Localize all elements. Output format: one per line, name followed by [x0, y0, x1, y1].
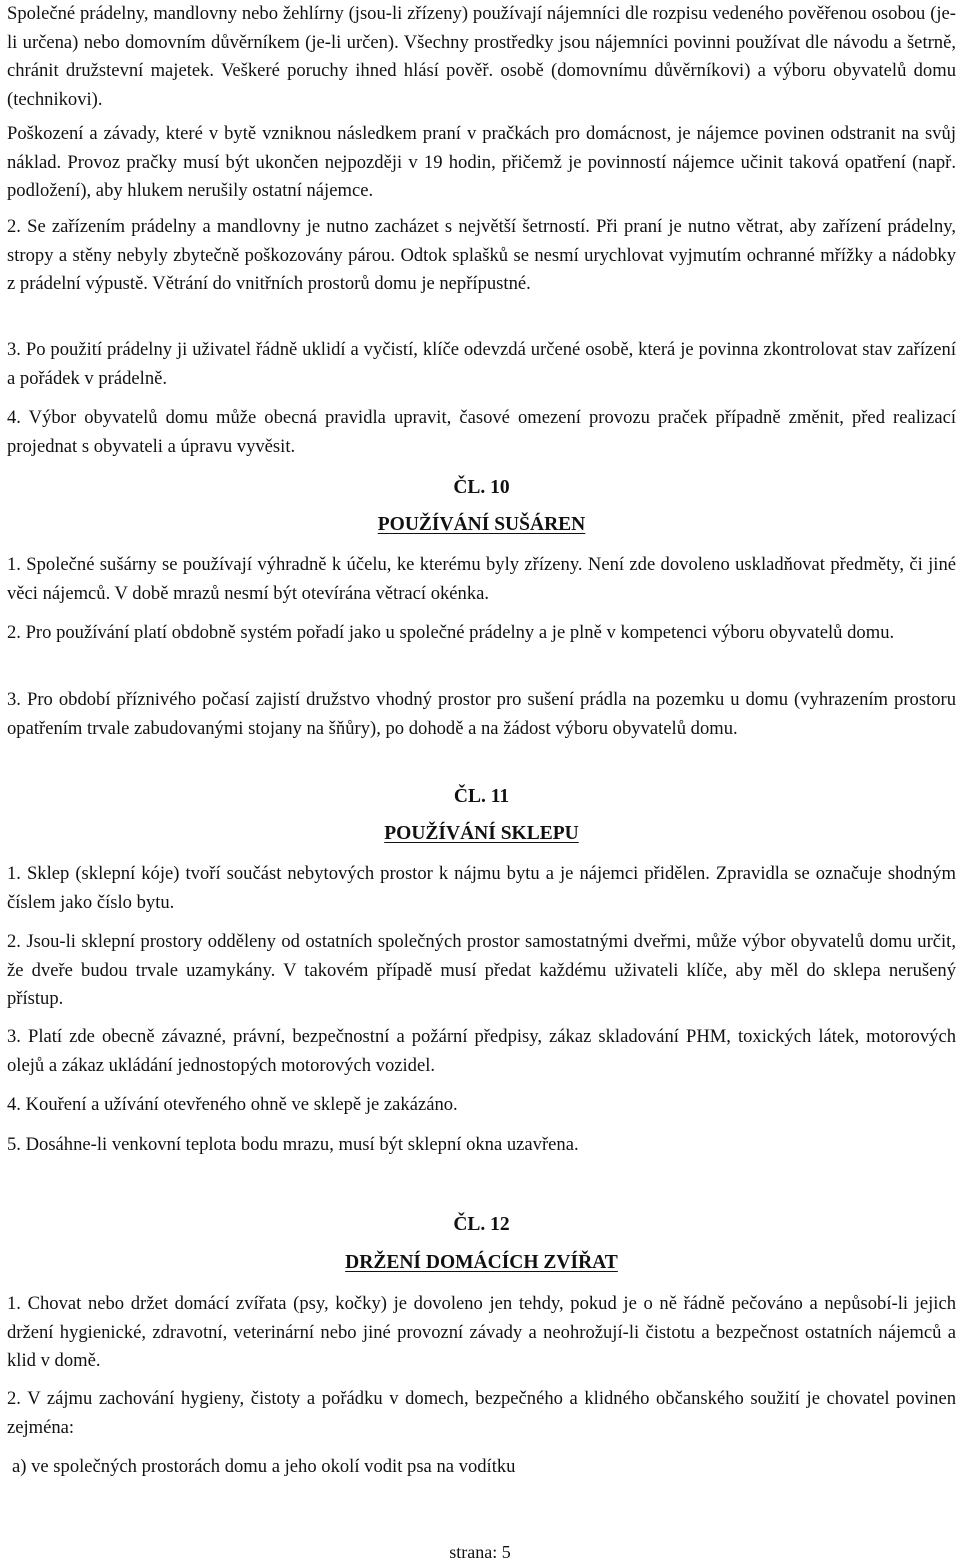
article-11-number: ČL. 11 [453, 786, 510, 807]
paragraph-4-committee: 4. Výbor obyvatelů domu může obecná pravidla upravit, časové omezení provozu praček případně změnit, před realizací projednat s obyvateli a úpravu vyvěsit. [7, 407, 956, 457]
art11-paragraph-4: 4. Kouření a užívání otevřeného ohně ve sklepě je zakázáno. [7, 1094, 458, 1115]
paragraph-2-laundry-care: 2. Se zařízením prádelny a mandlovny je nutno zacházet s největší šetrností. Při praní je nutno větrat, aby zařízení prádelny, stropy a stěny nebyly zbytečně poškozovány párou. Odtok splašků se nesmí urychlovat vyjmutím ochranné mřížky a nádobky z prádelní výpustě. Větrání do vnitřních prostorů domu je nepřípustné. [7, 216, 956, 295]
art10-paragraph-2: 2. Pro používání platí obdobně systém pořadí jako u společné prádelny a je plně v kompetenci výboru obyvatelů domu. [7, 622, 895, 643]
art12-paragraph-1: 1. Chovat nebo držet domácí zvířata (psy, kočky) je dovoleno jen tehdy, pokud je o ně řádně pečováno a nepůsobí-li jejich držení hygienické, zdravotní, veterinární nebo jiné provozní závady a neohrožují-li čistotu a bezpečnost ostatních nájemců a klid v domě. [7, 1293, 956, 1372]
art11-paragraph-2: 2. Jsou-li sklepní prostory odděleny od ostatních společných prostor samostatnými dveřmi, může výbor obyvatelů domu určit, že dveře budou trvale uzamykány. V takovém případě musí předat každému uživateli klíče, aby měl do sklepa nerušený přístup. [7, 931, 956, 1010]
article-12-number: ČL. 12 [453, 1214, 510, 1235]
art12-paragraph-2: 2. V zájmu zachování hygieny, čistoty a pořádku v domech, bezpečného a klidného občanského soužití je chovatel povinen zejména: [7, 1388, 956, 1438]
art10-paragraph-3: 3. Pro období příznivého počasí zajistí družstvo vhodný prostor pro sušení prádla na pozemku u domu (vyhrazením prostoru opatřením trvale zabudovanými stojany na šňůry), po dohodě a na žádost výboru obyvatelů domu. [7, 689, 956, 739]
art10-paragraph-1: 1. Společné sušárny se používají výhradně k účelu, ke kterému byly zřízeny. Není zde dovoleno uskladňovat předměty, či jiné věci nájemců. V době mrazů nesmí být otevírána větrací okénka. [7, 554, 956, 604]
article-10-title: POUŽÍVÁNÍ SUŠÁREN [377, 514, 586, 535]
paragraph-damage: Poškození a závady, které v bytě vzniknou následkem praní v pračkách pro domácnost, je nájemce povinen odstranit na svůj náklad. Provoz pračky musí být ukončen nejpozději v 19 hodin, přičemž je povinností nájemce učinit taková opatření (např. podložení), aby hlukem nerušily ostatní nájemce. [7, 123, 956, 202]
article-12-title: DRŽENÍ DOMÁCÍCH ZVÍŘAT [345, 1252, 618, 1273]
page-number: strana: 5 [449, 1542, 511, 1562]
paragraph-3-cleanup: 3. Po použití prádelny ji uživatel řádně uklidí a vyčistí, klíče odevzdá určené osobě, která je povinna zkontrolovat stav zařízení a pořádek v prádelně. [7, 339, 956, 389]
paragraph-laundry-usage: Společné prádelny, mandlovny nebo žehlírny (jsou-li zřízeny) používají nájemníci dle rozpisu vedeného pověřenou osobou (je-li určena) nebo domovním důvěrníkem (je-li určen). Všechny prostředky jsou nájemníci povinni používat dle návodu a šetrně, chránit družstevní majetek. Veškeré poruchy ihned hlásí pověř. osobě (domovnímu důvěrníkovi) a výboru obyvatelů domu (technikovi). [7, 3, 956, 110]
art11-paragraph-3: 3. Platí zde obecně závazné, právní, bezpečnostní a požární předpisy, zákaz skladování PHM, toxických látek, motorových olejů a zákaz ukládání jednostopých motorových vozidel. [7, 1026, 956, 1076]
article-11-title: POUŽÍVÁNÍ SKLEPU [384, 823, 579, 844]
art12-item-a: a) ve společných prostorách domu a jeho okolí vodit psa na vodítku [12, 1456, 516, 1477]
article-10-number: ČL. 10 [453, 477, 510, 498]
art11-paragraph-5: 5. Dosáhne-li venkovní teplota bodu mrazu, musí být sklepní okna uzavřena. [7, 1134, 579, 1155]
art11-paragraph-1: 1. Sklep (sklepní kóje) tvoří součást nebytových prostor k nájmu bytu a je nájemci přidělen. Zpravidla se označuje shodným číslem jako číslo bytu. [7, 863, 956, 913]
